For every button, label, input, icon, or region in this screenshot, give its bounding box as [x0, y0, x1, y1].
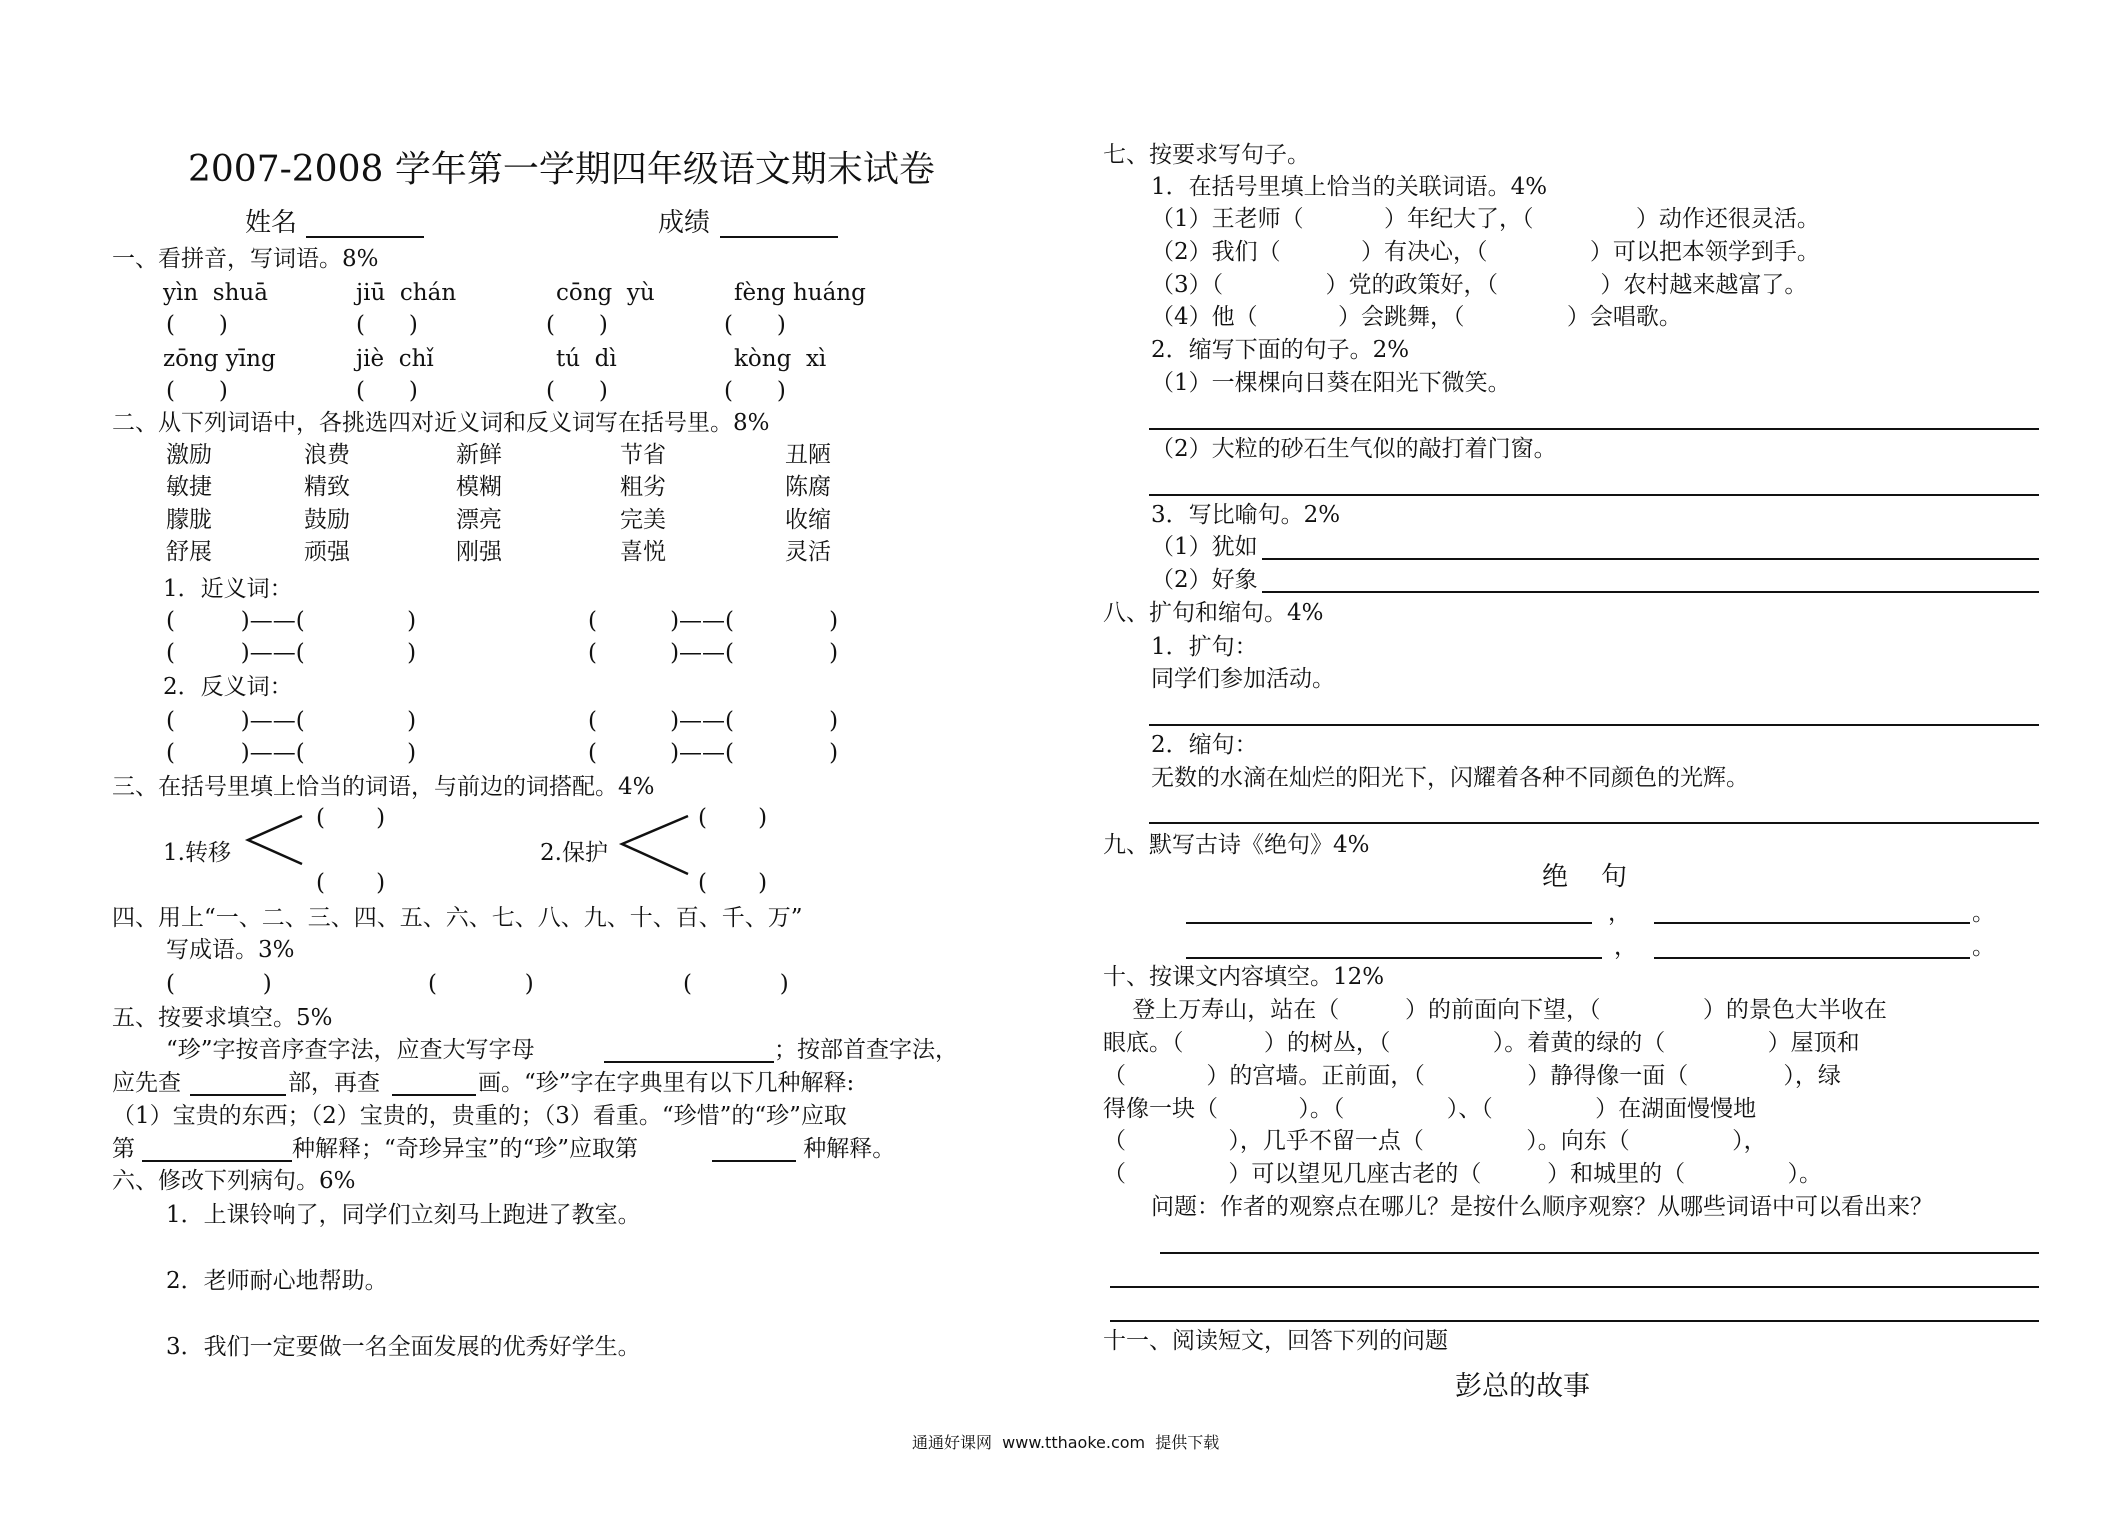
- answer-blank[interactable]: ( ): [316, 870, 386, 896]
- page-title: 2007-2008 学年第一学期四年级语文期末试卷: [188, 149, 935, 190]
- section-4-heading-cont: 写成语。3%: [166, 937, 295, 963]
- idiom-blank[interactable]: ( ): [166, 971, 272, 997]
- sentence-item: 同学们参加活动。: [1151, 666, 1335, 692]
- word: 节省: [620, 442, 666, 468]
- answer-blank[interactable]: ( ): [724, 378, 786, 404]
- sentence-item: 无数的水滴在灿烂的阳光下，闪耀着各种不同颜色的光辉。: [1151, 765, 1749, 791]
- pinyin-5: zōng yīng: [163, 346, 276, 372]
- story-title: 彭总的故事: [1455, 1371, 1590, 1402]
- word: 喜悦: [620, 539, 666, 565]
- answer-line[interactable]: [1110, 1320, 2039, 1322]
- pinyin-2: jiū chán: [356, 280, 457, 306]
- fill-blank[interactable]: [190, 1094, 286, 1096]
- text: 第: [112, 1136, 135, 1162]
- punctuation: ，: [1608, 900, 1631, 926]
- fill-blank[interactable]: [142, 1160, 292, 1162]
- fill-line[interactable]: （ ）可以望见几座古老的（ ）和城里的（ ）。: [1103, 1161, 1823, 1187]
- text: 画。“珍”字在字典里有以下几种解释:: [478, 1070, 855, 1096]
- word: 朦胧: [166, 507, 212, 533]
- word: 完美: [620, 507, 666, 533]
- subheading: 3．写比喻句。2%: [1151, 502, 1341, 528]
- text: 种解释。: [796, 1136, 896, 1162]
- poem-line[interactable]: [1186, 957, 1602, 959]
- poem-line[interactable]: [1186, 922, 1592, 924]
- poem-title: 绝 句: [1542, 862, 1628, 892]
- poem-line[interactable]: [1654, 922, 1970, 924]
- punctuation: 。: [1972, 934, 1995, 960]
- fill-line[interactable]: （1）王老师（ ）年纪大了，（ ）动作还很灵活。: [1151, 206, 1820, 232]
- answer-line[interactable]: [1149, 494, 2039, 496]
- fill-line[interactable]: 登上万寿山，站在（ ）的前面向下望，（ ）的景色大半收在: [1103, 997, 1887, 1023]
- text: “珍”字按音序查字法，应查大写字母: [166, 1037, 535, 1063]
- question: 问题：作者的观察点在哪儿？是按什么顺序观察？从哪些词语中可以看出来？: [1151, 1194, 1933, 1220]
- word: 敏捷: [166, 474, 212, 500]
- text: （1）宝贵的东西；（2）宝贵的，贵重的；（3）看重。“珍惜”的“珍”应取: [112, 1103, 847, 1129]
- score-field[interactable]: [720, 236, 838, 238]
- word: 舒展: [166, 539, 212, 565]
- text: 应先查: [112, 1070, 181, 1096]
- word: 模糊: [456, 474, 502, 500]
- section-11-heading: 十一、阅读短文，回答下列的问题: [1103, 1328, 1448, 1354]
- section-10-heading: 十、按课文内容填空。12%: [1103, 964, 1385, 990]
- text: 种解释；“奇珍异宝”的“珍”应取第: [292, 1136, 639, 1162]
- pinyin-4: fèng huáng: [734, 280, 866, 306]
- answer-blank[interactable]: ( ): [356, 312, 418, 338]
- answer-line[interactable]: [1149, 724, 2039, 726]
- answer-blank[interactable]: ( ): [316, 805, 386, 831]
- synonym-pair[interactable]: ( )——( ): [166, 608, 417, 634]
- collocation-word-1: 1.转移: [163, 840, 231, 866]
- name-label: 姓名: [245, 208, 298, 238]
- section-9-heading: 九、默写古诗《绝句》4%: [1103, 832, 1370, 858]
- collocation-word-2: 2.保护: [540, 840, 608, 866]
- fill-line[interactable]: （ ）的宫墙。正前面，（ ）静得像一面（ ），绿: [1103, 1063, 1841, 1089]
- word: 新鲜: [456, 442, 502, 468]
- poem-line[interactable]: [1654, 957, 1970, 959]
- antonym-pair[interactable]: ( )——( ): [588, 708, 839, 734]
- synonym-pair[interactable]: ( )——( ): [166, 640, 417, 666]
- word: 刚强: [456, 539, 502, 565]
- answer-line[interactable]: [1110, 1286, 2039, 1288]
- sentence-item: （2）大粒的砂石生气似的敲打着门窗。: [1151, 436, 1557, 462]
- antonym-label: 2．反义词：: [163, 674, 293, 700]
- section-4-heading: 四、用上“一、二、三、四、五、六、七、八、九、十、百、千、万”: [112, 905, 803, 931]
- fill-blank[interactable]: [604, 1061, 774, 1063]
- answer-line[interactable]: [1160, 1252, 2039, 1254]
- simile-prompt: （1）犹如: [1151, 534, 1258, 560]
- word: 丑陋: [785, 442, 831, 468]
- answer-blank[interactable]: ( ): [724, 312, 786, 338]
- answer-blank[interactable]: ( ): [166, 312, 228, 338]
- synonym-label: 1．近义词：: [163, 576, 293, 602]
- subheading: 1．扩句：: [1151, 634, 1258, 660]
- idiom-blank[interactable]: ( ): [683, 971, 789, 997]
- section-1-heading: 一、看拼音，写词语。8%: [112, 246, 379, 272]
- pinyin-1: yìn shuā: [163, 280, 268, 306]
- pinyin-6: jiè chǐ: [356, 346, 434, 372]
- fill-line[interactable]: （2）我们（ ）有决心，（ ）可以把本领学到手。: [1151, 239, 1820, 265]
- antonym-pair[interactable]: ( )——( ): [166, 740, 417, 766]
- sentence-item: 3．我们一定要做一名全面发展的优秀好学生。: [166, 1334, 641, 1360]
- antonym-pair[interactable]: ( )——( ): [166, 708, 417, 734]
- subheading: 2．缩写下面的句子。2%: [1151, 337, 1410, 363]
- name-field[interactable]: [306, 236, 424, 238]
- punctuation: 。: [1972, 900, 1995, 926]
- fill-blank[interactable]: [712, 1160, 796, 1162]
- answer-blank[interactable]: ( ): [698, 870, 768, 896]
- answer-line[interactable]: [1262, 558, 2039, 560]
- word: 鼓励: [304, 507, 350, 533]
- sentence-item: 1．上课铃响了，同学们立刻马上跑进了教室。: [166, 1202, 641, 1228]
- word: 激励: [166, 442, 212, 468]
- score-label: 成绩: [658, 208, 711, 238]
- word: 陈腐: [785, 474, 831, 500]
- synonym-pair[interactable]: ( )——( ): [588, 608, 839, 634]
- bracket-icon: [618, 812, 690, 878]
- word: 顽强: [304, 539, 350, 565]
- answer-line[interactable]: [1149, 822, 2039, 824]
- text: ；按部首查字法，: [774, 1037, 958, 1063]
- simile-prompt: （2）好象: [1151, 567, 1258, 593]
- bracket-icon: [244, 812, 304, 868]
- section-6-heading: 六、修改下列病句。6%: [112, 1168, 356, 1194]
- antonym-pair[interactable]: ( )——( ): [588, 740, 839, 766]
- sentence-item: 2．老师耐心地帮助。: [166, 1268, 388, 1294]
- answer-blank[interactable]: ( ): [166, 378, 228, 404]
- section-8-heading: 八、扩句和缩句。4%: [1103, 600, 1324, 626]
- fill-line[interactable]: 得像一块（ ）。（ ）、（ ）在湖面慢慢地: [1103, 1096, 1757, 1122]
- synonym-pair[interactable]: ( )——( ): [588, 640, 839, 666]
- word: 浪费: [304, 442, 350, 468]
- fill-line[interactable]: （3）（ ）党的政策好，（ ）农村越来越富了。: [1151, 272, 1808, 298]
- section-7-heading: 七、按要求写句子。: [1103, 142, 1310, 168]
- word: 灵活: [785, 539, 831, 565]
- answer-blank[interactable]: ( ): [698, 805, 768, 831]
- section-2-heading: 二、从下列词语中，各挑选四对近义词和反义词写在括号里。8%: [112, 410, 770, 436]
- sentence-item: （1）一棵棵向日葵在阳光下微笑。: [1151, 370, 1511, 396]
- idiom-blank[interactable]: ( ): [428, 971, 534, 997]
- fill-blank[interactable]: [392, 1094, 476, 1096]
- word: 粗劣: [620, 474, 666, 500]
- footer-credit: 通通好课网 www.tthaoke.com 提供下载: [912, 1433, 1220, 1452]
- fill-line[interactable]: （4）他（ ）会跳舞，（ ）会唱歌。: [1151, 304, 1682, 330]
- answer-line[interactable]: [1149, 428, 2039, 430]
- text: 部，再查: [288, 1070, 380, 1096]
- pinyin-7: tú dì: [556, 346, 617, 372]
- section-3-heading: 三、在括号里填上恰当的词语，与前边的词搭配。4%: [112, 774, 655, 800]
- punctuation: ，: [1614, 934, 1637, 960]
- answer-line[interactable]: [1262, 591, 2039, 593]
- answer-blank[interactable]: ( ): [546, 378, 608, 404]
- pinyin-8: kòng xì: [734, 346, 827, 372]
- fill-line[interactable]: （ ），几乎不留一点（ ）。向东（ ），: [1103, 1128, 1767, 1154]
- fill-line[interactable]: 眼底。（ ）的树丛，（ ）。着黄的绿的（ ）屋顶和: [1103, 1030, 1860, 1056]
- section-5-heading: 五、按要求填空。5%: [112, 1005, 333, 1031]
- subheading: 1．在括号里填上恰当的关联词语。4%: [1151, 174, 1548, 200]
- pinyin-3: cōng yù: [556, 280, 655, 306]
- word: 漂亮: [456, 507, 502, 533]
- subheading: 2．缩句：: [1151, 732, 1258, 758]
- word: 收缩: [785, 507, 831, 533]
- answer-blank[interactable]: ( ): [546, 312, 608, 338]
- answer-blank[interactable]: ( ): [356, 378, 418, 404]
- word: 精致: [304, 474, 350, 500]
